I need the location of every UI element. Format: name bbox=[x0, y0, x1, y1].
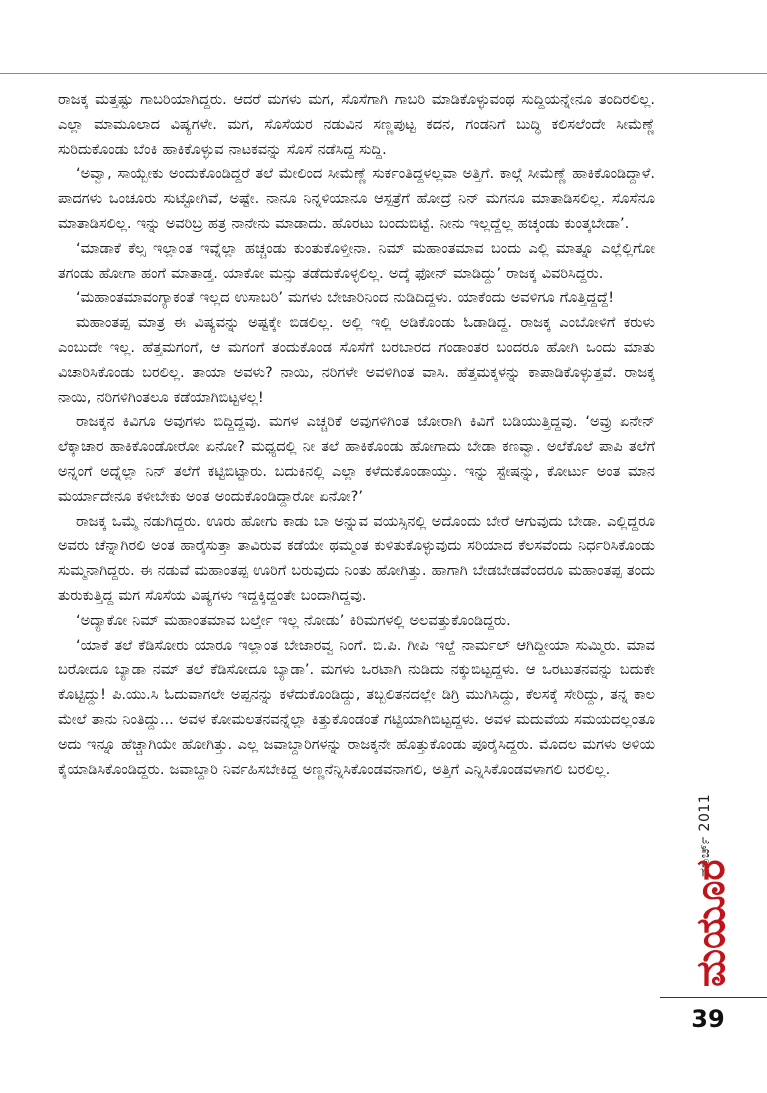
article-paragraph: ‘ಅದ್ಯಾಕೋ ನಿಮ್ ಮಹಾಂತಮಾವ ಬರ್ಲ್ತೇ ಇಲ್ಲ ನೋಡು’ ಕಿರಿಮಗಳಲ್ಲಿ ಅಲವತ್ತುಕೊಂಡಿದ್ದರು. bbox=[76, 612, 511, 629]
magazine-logo: ಮಯೂರ bbox=[687, 859, 734, 987]
article-paragraph: ರಾಜಕ್ಕ ಮತ್ತಷ್ಟು ಗಾಬರಿಯಾಗಿದ್ದರು. ಆದರೆ ಮಗಳು ಮಗ, ಸೊಸೆಗಾಗಿ ಗಾಬರಿ ಮಾಡಿಕೊಳ್ಳುವಂಥ ಸುದ್ದಿಯನ್ನೇನೂ ತಂದಿರಲಿಲ್ಲ. ಎಲ್ಲಾ ಮಾಮೂಲಾದ ವಿಷ್ಯಗಳೇ. ಮಗ, ಸೊಸೆಯರ ನಡುವಿನ ಸಣ್ಣಪುಟ್ಟ ಕದನ, ಗಂಡನಿಗೆ ಬುದ್ಧಿ ಕಲಿಸಲೆಂದೇ ಸೀಮೆಣ್ಣೆ ಸುರಿದುಕೊಂಡು ಬೆಂಕಿ ಹಾಕಿಕೊಳ್ಳುವ ನಾಟಕವನ್ನು ಸೊಸೆ ನಡೆಸಿದ್ದ ಸುದ್ದಿ. bbox=[58, 92, 655, 158]
article-paragraph: ಮಹಾಂತಪ್ಪ ಮಾತ್ರ ಈ ವಿಷ್ಯವನ್ನು ಅಷ್ಟಕ್ಕೇ ಬಿಡಲಿಲ್ಲ. ಅಲ್ಲಿ ಇಲ್ಲಿ ಅಡಿಕೊಂಡು ಓಡಾಡಿದ್ದ. ರಾಜಕ್ಕ ಎಂಬೋಳಿಗೆ ಕರುಳು ಎಂಬುದೇ ಇಲ್ಲ. ಹೆತ್ತಮಗಂಗೆ, ಆ ಮಗಂಗೆ ತಂದುಕೊಂಡ ಸೊಸೆಗೆ ಬರಬಾರದ ಗಂಡಾಂತರ ಬಂದರೂ ಹೋಗಿ ಒಂದು ಮಾತು ವಿಚಾರಿಸಿಕೊಂಡು ಬರಲಿಲ್ಲ. ತಾಯಾ ಅವಳು? ನಾಯಿ, ನರಿಗಳೇ ಅವಳಿಗಿಂತ ವಾಸಿ. ಹೆತ್ತಮಕ್ಕಳನ್ನು ಕಾಪಾಡಿಕೊಳ್ಳುತ್ತವೆ. ರಾಜಕ್ಕ ನಾಯಿ, ನರಿಗಳಿಗಿಂತಲೂ ಕಡೆಯಾಗಿಬಿಟ್ಟಳಲ್ಲ! bbox=[58, 315, 655, 406]
article-paragraph: ‘ಮಾಡಾಕೆ ಕೆಲ್ಸ ಇಲ್ಲಾಂತ ಇವ್ನೆಲ್ಲಾ ಹಚ್ಚಂಡು ಕುಂತುಕೊಳ್ತೀನಾ. ನಿಮ್ ಮಹಾಂತಮಾವ ಬಂದು ಎಲ್ಲಿ ಮಾತ್ನೂ ಎಲ್ಲೆಲ್ಲಿಗೋ ತಗಂಡು ಹೋಗಾ ಹಂಗೆ ಮಾತಾಡ್ತ. ಯಾಕೋ ಮನ್ಸು ತಡೆದುಕೊಳ್ಳಲಿಲ್ಲ. ಅದ್ಕೆ ಫೋನ್ ಮಾಡಿದ್ದು’ ರಾಜಕ್ಕ ವಿವರಿಸಿದ್ದರು. bbox=[58, 240, 655, 282]
footer-rule bbox=[660, 997, 767, 998]
article-paragraph: ‘ಯಾಕೆ ತಲೆ ಕೆಡಿಸೋರು ಯಾರೂ ಇಲ್ಲಾಂತ ಬೇಜಾರವ್ವ ನಿಂಗೆ. ಬಿ.ಪಿ. ಗೀಪಿ ಇಲ್ದೆ ನಾರ್ಮಲ್ ಆಗಿದ್ದೀಯಾ ಸುಮ್ಮಿರು. ಮಾವ ಬರೋದೂ ಬ್ಯಾಡಾ ನಮ್ ತಲೆ ಕೆಡಿಸೋದೂ ಬ್ಯಾಡಾ’. ಮಗಳು ಒರಟಾಗಿ ನುಡಿದು ನಕ್ಕುಬಿಟ್ಟದ್ದಳು. ಆ ಒರಟುತನವನ್ನು ಬದುಕೇ ಕೊಟ್ಟಿದ್ದು! ಪಿ.ಯು.ಸಿ ಓದುವಾಗಲೇ ಅಪ್ಪನನ್ನು ಕಳೆದುಕೊಂಡಿದ್ದು, ತಬ್ಬಲಿತನದಲ್ಲೇ ಡಿಗ್ರಿ ಮುಗಿಸಿದ್ದು, ಕೆಲಸಕ್ಕೆ ಸೇರಿದ್ದು, ತನ್ನ ಕಾಲ ಮೇಲೆ ತಾನು ನಿಂತಿದ್ದು... ಅವಳ ಕೋಮಲತನವನ್ನೆಲ್ಲಾ ಕಿತ್ತುಕೊಂಡಂತೆ ಗಟ್ಟಿಯಾಗಿಬಿಟ್ಟದ್ದಳು. ಅವಳ ಮದುವೆಯ ಸಮಯದಲ್ಲಂತೂ ಅದು ಇನ್ನೂ ಹೆಚ್ಚಾಗಿಯೇ ಹೋಗಿತ್ತು. ಎಲ್ಲ ಜವಾಬ್ದಾರಿಗಳನ್ನು ರಾಜಕ್ಕನೇ ಹೊತ್ತುಕೊಂಡು ಪೂರೈಸಿದ್ದರು. ಮೊದಲ ಮಗಳು ಅಳಿಯ ಕೈಯಾಡಿಸಿಕೊಂಡಿದ್ದರು. ಜವಾಬ್ದಾರಿ ನಿರ್ವಹಿಸಬೇಕಿದ್ದ ಅಣ್ಣನೆನ್ನಿಸಿಕೊಂಡವನಾಗಲಿ, ಅತ್ತಿಗೆ ಎನ್ನಿಸಿಕೊಂಡವಳಾಗಲಿ ಬರಲಿಲ್ಲ. bbox=[58, 637, 655, 778]
article-body bbox=[58, 88, 655, 782]
article-paragraph: ರಾಜಕ್ಕನ ಕಿವಿಗೂ ಅವುಗಳು ಬಿದ್ದಿದ್ದವು. ಮಗಳ ಎಚ್ಚರಿಕೆ ಅವುಗಳಿಗಿಂತ ಜೋರಾಗಿ ಕಿವಿಗೆ ಬಡಿಯುತ್ತಿದ್ದವು. ‘ಅವ್ರು ಏನೇನ್ ಲೆಕ್ಕಾಚಾರ ಹಾಕಿಕೊಂಡೋರೋ ಏನೋ? ಮಧ್ಯದಲ್ಲಿ ನೀ ತಲೆ ಹಾಕಿಕೊಂಡು ಹೋಗಾದು ಬೇಡಾ ಕಣವ್ವಾ. ಅಲೆಕೊಲೆ ಪಾಪಿ ತಲೆಗೆ ಅನ್ನಂಗೆ ಅದ್ನೆಲ್ಲಾ ನಿನ್ ತಲೆಗೆ ಕಟ್ಟಿಬಿಟ್ಟಾರು. ಬದುಕಿನಲ್ಲಿ ಎಲ್ಲಾ ಕಳೆದುಕೊಂಡಾಯ್ತು. ಇನ್ನು ಸ್ಟೇಷನ್ನು, ಕೋರ್ಟು ಅಂತ ಮಾನ ಮರ್ಯಾದೇನೂ ಕಳೀಬೇಕು ಅಂತ ಅಂದುಕೊಂಡಿದ್ದಾರೋ ಏನೋ?’ bbox=[58, 414, 655, 505]
article-paragraph: ‘ಮಹಾಂತಮಾವಂಗ್ಯಾಕಂತೆ ಇಲ್ಲದ ಉಸಾಬರಿ’ ಮಗಳು ಬೇಜಾರಿನಿಂದ ನುಡಿದಿದ್ದಳು. ಯಾಕೆಂದು ಅವಳಿಗೂ ಗೊತ್ತಿದ್ದದ್ದೆ! bbox=[76, 290, 615, 307]
article-paragraph: ರಾಜಕ್ಕ ಒಮ್ಮೆ ನಡುಗಿದ್ದರು. ಊರು ಹೋಗು ಕಾಡು ಬಾ ಅನ್ನುವ ವಯಸ್ಸಿನಲ್ಲಿ ಅದೊಂದು ಬೇರೆ ಆಗುವುದು ಬೇಡಾ. ಎಲ್ಲಿದ್ದರೂ ಅವರು ಚೆನ್ನಾಗಿರಲಿ ಅಂತ ಹಾರೈಸುತ್ತಾ ತಾವಿರುವ ಕಡೆಯೇ ಥಮ್ಮಂತ ಕುಳಿತುಕೊಳ್ಳುವುದು ಸರಿಯಾದ ಕೆಲಸವೆಂದು ನಿರ್ಧರಿಸಿಕೊಂಡು ಸುಮ್ಮನಾಗಿದ್ದರು. ಈ ನಡುವೆ ಮಹಾಂತಪ್ಪ ಊರಿಗೆ ಬರುವುದು ನಿಂತು ಹೋಗಿತ್ತು. ಹಾಗಾಗಿ ಬೇಡಬೇಡವೆಂದರೂ ಮಹಾಂತಪ್ಪ ತಂದು ತುರುಕುತ್ತಿದ್ದ ಮಗ ಸೊಸೆಯ ವಿಷ್ಯಗಳು ಇದ್ದಕ್ಕಿದ್ದಂತೇ ಬಂದಾಗಿದ್ದವು. bbox=[58, 513, 655, 604]
article-paragraph: ‘ಅವ್ವಾ, ಸಾಯ್ಬೇಕು ಅಂದುಕೊಂಡಿದ್ದರೆ ತಲೆ ಮೇಲಿಂದ ಸೀಮೆಣ್ಣೆ ಸುರ್ಕಂತಿದ್ದಳಲ್ಲವಾ ಅತ್ತಿಗೆ. ಕಾಲ್ಗೆ ಸೀಮೆಣ್ಣೆ ಹಾಕಿಕೊಂಡಿದ್ದಾಳೆ. ಪಾದಗಳು ಒಂಚೂರು ಸುಟ್ಟೋಗಿವೆ, ಅಷ್ಟೇ. ನಾನೂ ನಿನ್ನಳಿಯಾನೂ ಆಸ್ಪತ್ರೆಗೆ ಹೋದ್ರೆ ನಿನ್ ಮಗನೂ ಮಾತಾಡಿಸಲಿಲ್ಲ. ಸೊಸೆನೂ ಮಾತಾಡಿಸಲಿಲ್ಲ. ಇನ್ನು ಅವರಿಬ್ರ ಹತ್ರ ನಾನೇನು ಮಾಡಾದು. ಹೊರಟು ಬಂದುಬಿಟ್ಟೆ. ನೀನು ಇಲ್ಲದ್ದೆಲ್ಲ ಹಚ್ಕಂಡು ಕುಂತ್ಕಬೇಡಾ’. bbox=[58, 166, 655, 232]
issue-date: ಮಾರ್ಚ್ 2011 bbox=[697, 793, 713, 877]
page-number: 39 bbox=[691, 1005, 725, 1033]
top-rule bbox=[0, 73, 767, 74]
